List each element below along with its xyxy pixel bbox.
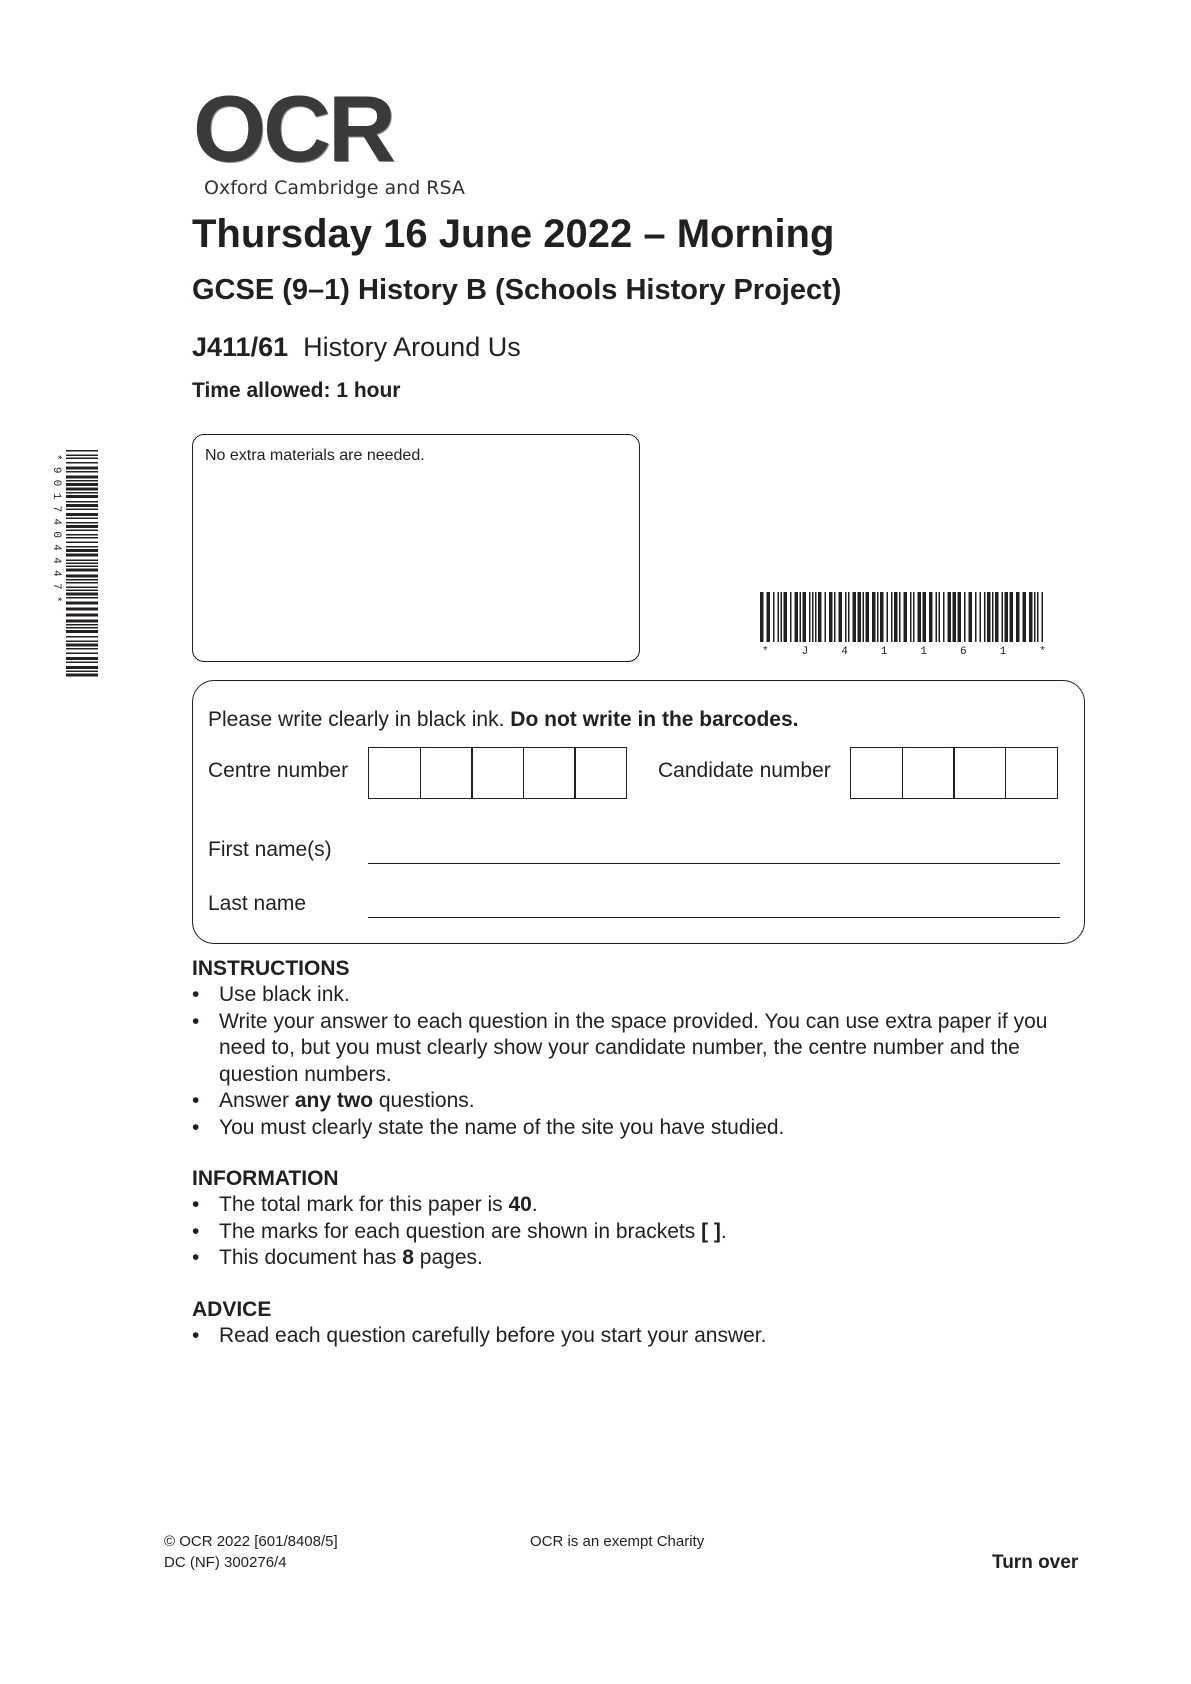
barcode-bar xyxy=(880,592,884,642)
last-name-line[interactable] xyxy=(368,917,1060,918)
barcode-bar xyxy=(66,513,98,516)
instruction-bold: Do not write in the barcodes. xyxy=(510,708,799,731)
barcode-bar xyxy=(66,471,98,473)
barcode-bar xyxy=(929,592,933,642)
materials-text: No extra materials are needed. xyxy=(205,447,425,464)
barcode-bar xyxy=(1034,592,1036,642)
barcode-bar xyxy=(1042,592,1044,642)
barcode-bar xyxy=(66,593,98,596)
barcode-left-digits: *9017404447* xyxy=(50,454,62,609)
barcode-bar xyxy=(66,530,98,532)
time-allowed: Time allowed: 1 hour xyxy=(192,379,401,402)
list-item-text: pages. xyxy=(413,1246,483,1269)
candidate-number-box[interactable] xyxy=(953,747,1006,799)
barcode-bar xyxy=(66,590,98,592)
barcode-bar xyxy=(887,592,889,642)
barcode-bar xyxy=(939,592,941,642)
barcode-bar xyxy=(66,569,98,572)
paper-title: History Around Us xyxy=(303,332,521,362)
barcode-bar xyxy=(943,592,945,642)
barcode-bar xyxy=(853,592,857,642)
barcode-bar xyxy=(800,592,802,642)
list-item-text: You must clearly state the name of the site you have studied. xyxy=(219,1115,785,1139)
barcode-bar xyxy=(66,582,98,584)
bullet: • xyxy=(192,1089,200,1112)
list-item-text: Use black ink. xyxy=(219,983,350,1006)
list-item xyxy=(192,1009,1092,1089)
barcode-bar xyxy=(839,592,843,642)
barcode-bar xyxy=(66,501,98,503)
barcode-bar xyxy=(66,483,98,486)
barcode-bar xyxy=(891,592,893,642)
paper-barcode xyxy=(760,592,1050,661)
barcode-bar xyxy=(66,476,98,479)
brackets-symbol: [ ] xyxy=(701,1219,721,1243)
advice-section xyxy=(192,1298,1092,1350)
bullet: • xyxy=(192,1193,200,1216)
vertical-barcode xyxy=(44,450,100,687)
candidate-number-box[interactable] xyxy=(1005,747,1058,799)
barcode-bar xyxy=(936,592,938,642)
barcode-bar xyxy=(1010,592,1014,642)
list-item xyxy=(192,1245,1092,1272)
barcode-bar xyxy=(66,662,98,664)
bullet: • xyxy=(192,1246,200,1269)
barcode-bar xyxy=(66,518,98,520)
total-mark: 40 xyxy=(508,1193,532,1216)
barcode-bar xyxy=(66,624,98,626)
barcode-bar xyxy=(781,592,783,642)
centre-number-label: Centre number xyxy=(208,759,349,782)
barcode-bar xyxy=(784,592,788,642)
barcode-bar xyxy=(760,592,764,642)
list-item-text: This document has xyxy=(219,1246,403,1269)
barcode-bar xyxy=(66,522,98,524)
barcode-bar xyxy=(825,592,827,642)
barcode-bar xyxy=(66,597,98,599)
information-list xyxy=(192,1192,1092,1272)
barcode-bar xyxy=(923,592,927,642)
barcode-bar xyxy=(66,666,98,669)
list-item-text: . xyxy=(720,1219,727,1243)
barcode-bar xyxy=(66,657,98,660)
barcode-bar xyxy=(66,488,98,491)
document-code: DC (NF) 300276/4 xyxy=(164,1554,287,1571)
barcode-bar xyxy=(1016,592,1020,642)
barcode-bar xyxy=(1023,592,1027,642)
barcode-bar xyxy=(66,563,98,565)
advice-list xyxy=(192,1323,1092,1350)
list-item-text: Read each question carefully before you start your answer. xyxy=(219,1324,767,1347)
barcode-bar xyxy=(858,592,862,642)
materials-box xyxy=(192,434,640,662)
barcode-bar xyxy=(66,467,98,470)
barcode-bar xyxy=(66,504,98,507)
barcode-bar xyxy=(987,592,991,642)
list-item-text: The total mark for this paper is xyxy=(219,1193,509,1216)
barcode-bar xyxy=(66,537,98,539)
barcode-bar xyxy=(809,592,811,642)
instruction-plain: Please write clearly in black ink. xyxy=(208,708,511,731)
bullet: • xyxy=(192,1009,200,1033)
barcode-bar xyxy=(834,592,836,642)
barcode-bar xyxy=(66,462,98,464)
barcode-bar xyxy=(1002,592,1004,642)
candidate-details-box xyxy=(192,680,1085,944)
barcode-bar xyxy=(975,592,977,642)
barcode-bar xyxy=(66,549,98,552)
barcode-bar xyxy=(66,534,98,536)
barcode-bar xyxy=(66,542,98,544)
barcode-bar xyxy=(66,546,98,548)
barcode-right-digits: *J41161* xyxy=(762,646,1050,656)
barcode-bar xyxy=(66,602,98,605)
barcode-bar xyxy=(66,630,98,633)
barcode-bar xyxy=(795,592,799,642)
barcode-bar xyxy=(877,592,879,642)
bullet: • xyxy=(192,1115,200,1139)
list-item xyxy=(192,982,1092,1009)
barcode-bar xyxy=(66,509,98,511)
list-item xyxy=(192,1219,1092,1246)
barcode-bar xyxy=(66,458,98,460)
barcode-bar xyxy=(66,495,98,498)
write-clearly-instruction xyxy=(208,708,799,732)
last-name-label: Last name xyxy=(208,892,307,915)
barcode-bar xyxy=(773,592,775,642)
candidate-number-label: Candidate number xyxy=(658,759,831,782)
barcode-bar xyxy=(66,648,98,650)
barcode-bar xyxy=(66,587,98,589)
barcode-bar xyxy=(872,592,876,642)
candidate-number-box[interactable] xyxy=(850,747,903,799)
barcode-bar xyxy=(829,592,833,642)
list-item-emphasis: any two xyxy=(294,1089,374,1112)
list-item xyxy=(192,1192,1092,1219)
barcode-bar xyxy=(910,592,912,642)
barcode-bar xyxy=(778,592,780,642)
list-item-text: Answer xyxy=(219,1089,295,1112)
list-item xyxy=(192,1088,1092,1115)
barcode-bar xyxy=(969,592,973,642)
turn-over-label: Turn over xyxy=(992,1552,1079,1573)
copyright-text: © OCR 2022 [601/8408/5] xyxy=(164,1533,338,1550)
barcode-bar xyxy=(863,592,865,642)
barcode-bar xyxy=(66,450,98,452)
barcode-bar xyxy=(66,641,98,643)
barcode-bar xyxy=(66,480,98,482)
barcode-bar xyxy=(66,644,98,647)
list-item-text: Write your answer to each question in the space provided. You can use extra paper if you need to, but you must clearly show your candidate number, the centre number and the question numbers. xyxy=(219,1009,1048,1086)
centre-number-box[interactable] xyxy=(368,747,421,799)
qualification-title: GCSE (9–1) History B (Schools History Project) xyxy=(192,274,842,306)
first-name-line[interactable] xyxy=(368,863,1060,864)
information-section xyxy=(192,1167,1092,1272)
bullet: • xyxy=(192,1324,200,1347)
list-item-text: The marks for each question are shown in brackets xyxy=(219,1219,702,1243)
instructions-section xyxy=(192,957,1092,1141)
barcode-bar xyxy=(66,653,98,655)
barcode-bar xyxy=(866,592,870,642)
charity-text: OCR is an exempt Charity xyxy=(530,1533,705,1550)
paper-code: J411/61 xyxy=(192,332,289,362)
barcode-bar xyxy=(66,525,98,528)
ocr-logo: OCR xyxy=(193,76,393,181)
instructions-title: INSTRUCTIONS xyxy=(192,957,350,980)
barcode-bar xyxy=(894,592,898,642)
centre-number-box[interactable] xyxy=(471,747,524,799)
candidate-number-boxes xyxy=(850,747,1058,799)
list-item-text: . xyxy=(531,1193,538,1216)
centre-number-box[interactable] xyxy=(523,747,576,799)
barcode-bar xyxy=(790,592,792,642)
barcode-bar xyxy=(964,592,966,642)
barcode-bar xyxy=(918,592,922,642)
advice-title: ADVICE xyxy=(192,1298,272,1321)
barcode-bar xyxy=(66,492,98,494)
barcode-bar xyxy=(66,554,98,557)
barcode-bar xyxy=(848,592,850,642)
barcode-bar xyxy=(1005,592,1009,642)
barcode-bar xyxy=(995,592,999,642)
information-title: INFORMATION xyxy=(192,1167,339,1190)
barcode-bar xyxy=(66,575,98,578)
barcode-bar xyxy=(812,592,814,642)
barcode-bar xyxy=(953,592,957,642)
barcode-bar xyxy=(980,592,982,642)
barcode-bar xyxy=(66,455,98,457)
page-count: 8 xyxy=(402,1246,414,1269)
barcode-bar xyxy=(66,579,98,581)
ocr-logo-subtitle: Oxford Cambridge and RSA xyxy=(204,177,465,199)
barcode-bar xyxy=(899,592,901,642)
barcode-bar xyxy=(66,674,98,677)
centre-number-box[interactable] xyxy=(420,747,473,799)
barcode-bar xyxy=(767,592,771,642)
barcode-bar xyxy=(66,636,98,638)
barcode-bar xyxy=(948,592,952,642)
first-name-label: First name(s) xyxy=(208,838,332,861)
barcode-bar xyxy=(66,614,98,617)
barcode-bar xyxy=(66,560,98,562)
barcode-bar xyxy=(845,592,847,642)
barcode-bar xyxy=(1029,592,1033,642)
centre-number-box[interactable] xyxy=(574,747,627,799)
barcode-bar xyxy=(66,627,98,629)
barcode-bar xyxy=(66,620,98,623)
instructions-list xyxy=(192,982,1092,1141)
barcode-bar xyxy=(992,592,994,642)
candidate-number-box[interactable] xyxy=(902,747,955,799)
paper-line xyxy=(192,332,521,363)
barcode-bar xyxy=(984,592,986,642)
list-item-text: questions. xyxy=(373,1089,475,1112)
barcode-bar xyxy=(66,671,98,673)
barcode-bar xyxy=(904,592,908,642)
barcode-bar xyxy=(815,592,817,642)
centre-number-boxes xyxy=(368,747,627,799)
barcode-bar xyxy=(1037,592,1039,642)
barcode-bar xyxy=(803,592,807,642)
barcode-bar xyxy=(913,592,915,642)
barcode-bar xyxy=(818,592,822,642)
barcode-bar xyxy=(66,608,98,611)
exam-date: Thursday 16 June 2022 – Morning xyxy=(192,212,835,256)
bullet: • xyxy=(192,983,200,1006)
bullet: • xyxy=(192,1219,200,1243)
barcode-bar xyxy=(66,566,98,568)
barcode-bar xyxy=(958,592,962,642)
list-item xyxy=(192,1323,1092,1350)
list-item xyxy=(192,1115,1092,1142)
